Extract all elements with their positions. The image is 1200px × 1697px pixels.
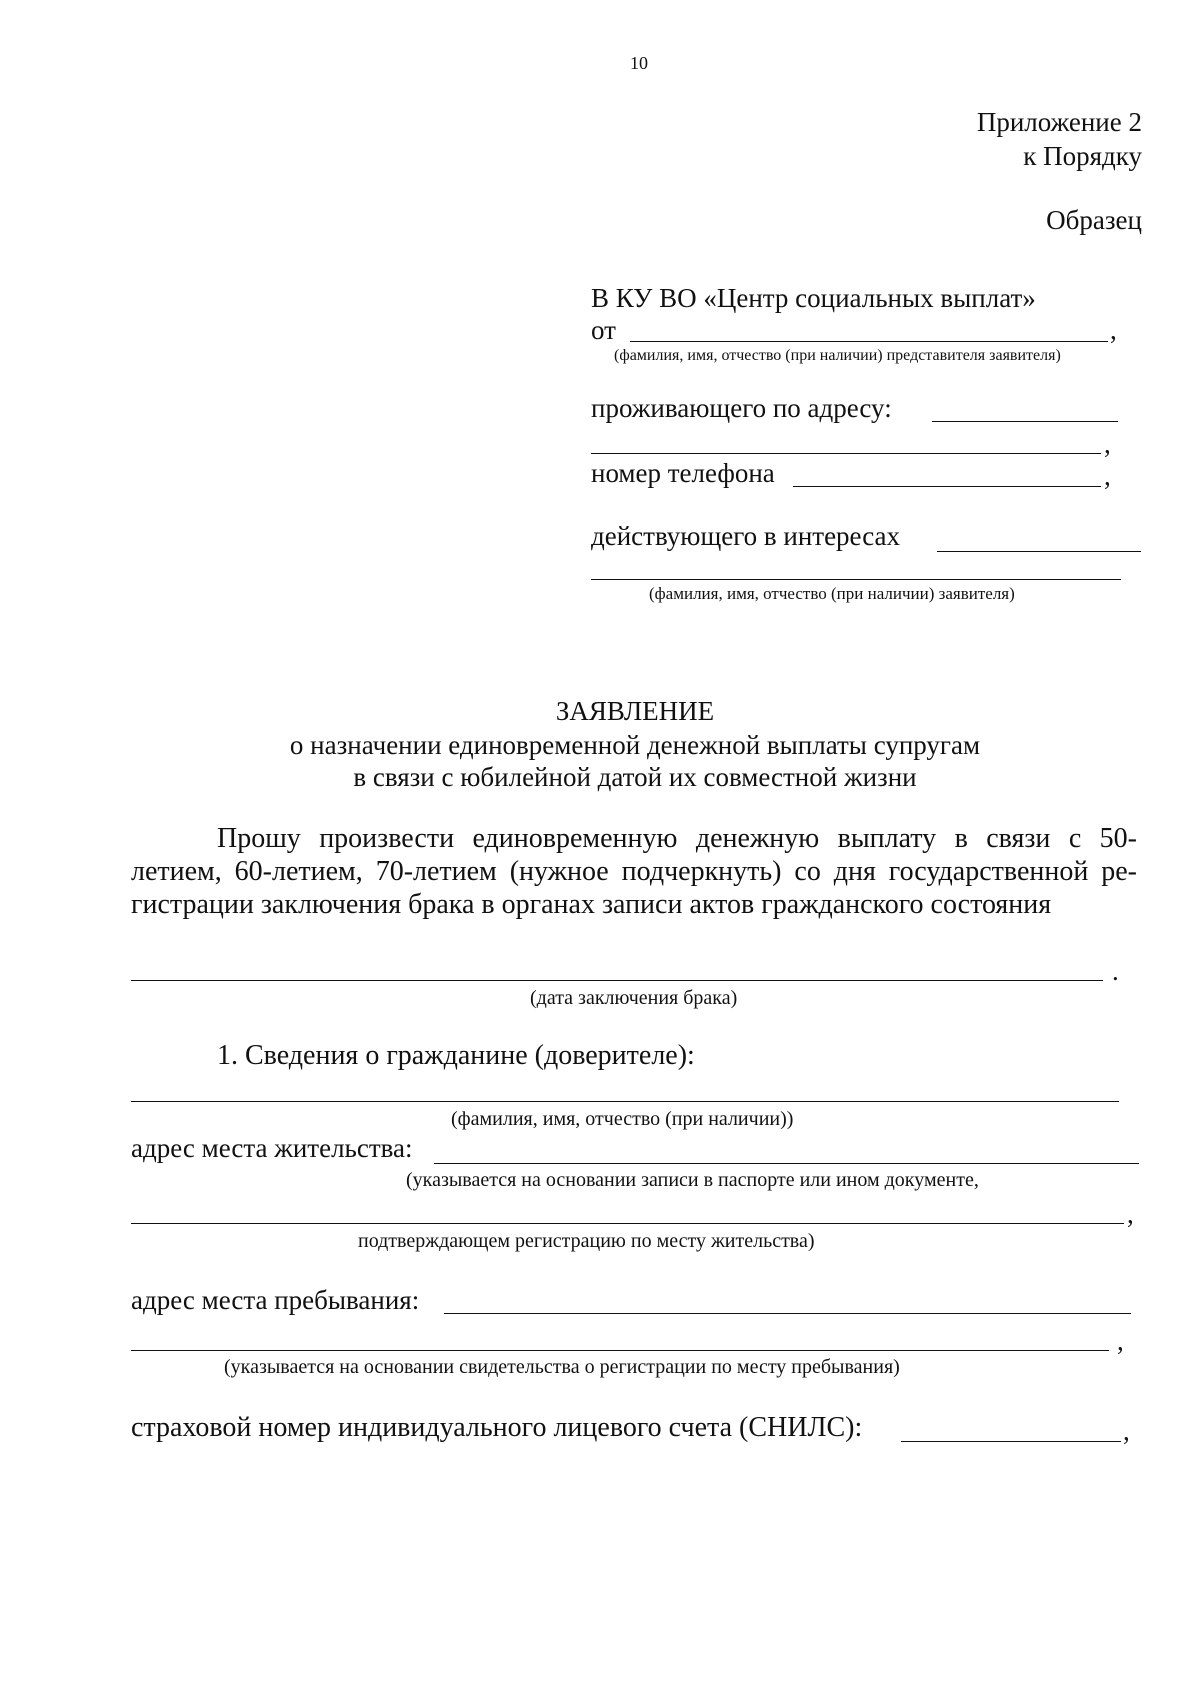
- from-comma: ,: [1110, 315, 1117, 345]
- stay-comma: ,: [1117, 1326, 1124, 1356]
- request-line-3: гистрации заключения брака в органах записи актов гражданского состояния: [131, 889, 1052, 920]
- stay-label: адрес места пребывания:: [131, 1285, 420, 1315]
- appendix-line-2: к Порядку: [1023, 141, 1142, 171]
- request-line-1: Прошу произвести единовременную денежную выплату в связи с 50-: [217, 823, 1137, 854]
- section-1-heading: 1. Сведения о гражданине (доверителе):: [217, 1040, 695, 1071]
- title-line-2: в связи с юбилейной датой их совместной жизни: [353, 762, 917, 792]
- citizen-name-caption: (фамилия, имя, отчество (при наличии)): [451, 1108, 794, 1130]
- residing-field-line-1[interactable]: [932, 421, 1118, 422]
- phone-field-line[interactable]: [793, 486, 1101, 487]
- residence-caption-2: подтверждающем регистрацию по месту жительства): [358, 1230, 815, 1252]
- page-number: 10: [630, 53, 648, 73]
- applicant-name-line[interactable]: [591, 579, 1121, 580]
- stay-field-line-2[interactable]: [131, 1350, 1109, 1351]
- acting-label: действующего в интересах: [591, 521, 901, 551]
- from-label: от: [591, 315, 616, 345]
- request-line-2: летием, 60-летием, 70-летием (нужное подчеркнуть) со дня государственной ре-: [131, 856, 1137, 887]
- sample-label: Образец: [1046, 205, 1142, 235]
- residence-caption-1: (указывается на основании записи в паспорте или ином документе,: [406, 1169, 979, 1191]
- from-caption: (фамилия, имя, отчество (при наличии) представителя заявителя): [614, 347, 1061, 364]
- applicant-caption: (фамилия, имя, отчество (при наличии) заявителя): [649, 584, 1015, 603]
- acting-field-line[interactable]: [937, 551, 1141, 552]
- residence-field-line-1[interactable]: [434, 1163, 1139, 1164]
- from-field-line[interactable]: [630, 341, 1108, 342]
- phone-label: номер телефона: [591, 458, 775, 488]
- title-line-1: о назначении единовременной денежной выплаты супругам: [289, 730, 981, 760]
- marriage-date-period: .: [1112, 956, 1119, 986]
- addressee-to: В КУ ВО «Центр социальных выплат»: [591, 283, 1036, 313]
- document-title: ЗАЯВЛЕНИЕ: [555, 696, 715, 726]
- marriage-date-caption: (дата заключения брака): [530, 987, 738, 1009]
- snils-comma: ,: [1123, 1416, 1130, 1446]
- residing-field-line-2[interactable]: [591, 453, 1101, 454]
- phone-comma: ,: [1104, 461, 1111, 491]
- stay-field-line-1[interactable]: [444, 1313, 1131, 1314]
- residing-label: проживающего по адресу:: [591, 393, 892, 423]
- snils-field-line[interactable]: [901, 1441, 1121, 1442]
- stay-caption: (указывается на основании свидетельства о регистрации по месту пребывания): [224, 1356, 900, 1378]
- residence-label: адрес места жительства:: [131, 1133, 413, 1163]
- appendix-line-1: Приложение 2: [976, 107, 1142, 137]
- citizen-name-line[interactable]: [131, 1101, 1119, 1102]
- residing-comma: ,: [1104, 429, 1111, 459]
- residence-field-line-2[interactable]: [131, 1223, 1124, 1224]
- marriage-date-line[interactable]: [131, 980, 1103, 981]
- residence-comma: ,: [1127, 1199, 1134, 1229]
- snils-label: страховой номер индивидуального лицевого счета (СНИЛС):: [131, 1412, 863, 1443]
